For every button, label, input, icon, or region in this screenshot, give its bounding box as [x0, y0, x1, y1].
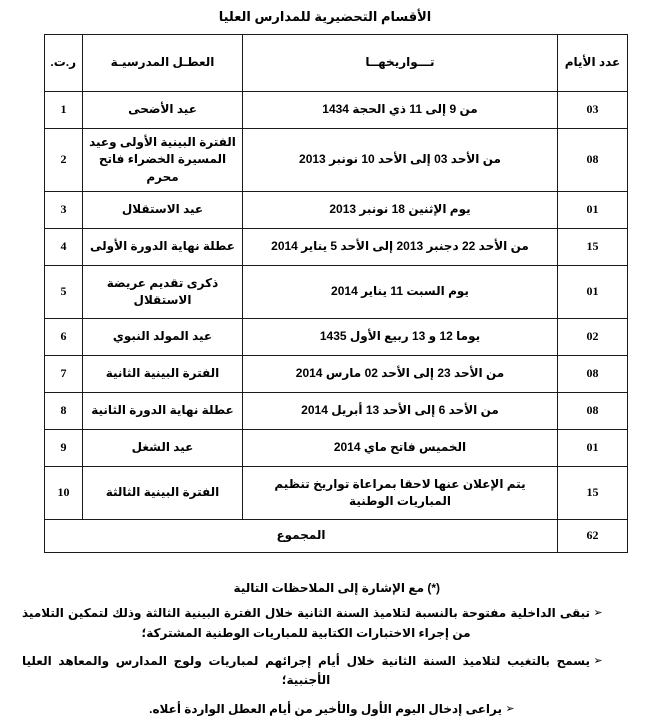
table-row	[45, 319, 628, 356]
note-text: تبقى الداخلية مفتوحة بالنسبة لتلاميذ السنة الثانية خلال الفترة البينية الثالثة وذلك لتمكين التلاميذ من إجراء الاختبارات الكتابية للمباريات الوطنية المشتركة؛	[22, 606, 590, 640]
arrow-bullet-icon: ➢	[593, 607, 603, 620]
school-holidays-table	[44, 34, 628, 553]
note-item	[14, 604, 636, 643]
cell-holiday: الفترة البينية الثالثة	[83, 467, 243, 520]
cell-order: 6	[45, 319, 83, 356]
table-row	[45, 393, 628, 430]
cell-dates: من 9 إلى 11 ذي الحجة 1434	[243, 92, 558, 129]
table-row	[45, 266, 628, 319]
notes-intro: (*) مع الإشارة إلى الملاحظات التالية	[233, 581, 440, 596]
note-text: يسمح بالتغيب لتلاميذ السنة الثانية خلال أيام إجرائهم لمباريات ولوج المدارس والمعاهد العليا الأجنبية؛	[22, 654, 590, 688]
cell-days: 08	[558, 393, 628, 430]
cell-days: 08	[558, 356, 628, 393]
arrow-bullet-icon: ➢	[505, 702, 515, 715]
table-row	[45, 430, 628, 467]
cell-days: 01	[558, 266, 628, 319]
cell-dates: من الأحد 03 إلى الأحد 10 نونبر 2013	[243, 129, 558, 192]
cell-holiday: عيد الأضحى	[83, 92, 243, 129]
cell-dates: من الأحد 22 دجنبر 2013 إلى الأحد 5 يناير 2014	[243, 229, 558, 266]
cell-holiday: عطلة نهاية الدورة الأولى	[83, 229, 243, 266]
page-title: الأقسام التحضيرية للمدارس العليا	[218, 9, 432, 24]
table-row	[45, 229, 628, 266]
table-body	[45, 92, 628, 553]
cell-order: 4	[45, 229, 83, 266]
note-item	[14, 652, 636, 691]
column-header-holiday: العطـل المدرسيـة	[83, 35, 243, 92]
table-total-row	[45, 520, 628, 553]
cell-dates: من الأحد 6 إلى الأحد 13 أبريل 2014	[243, 393, 558, 430]
column-header-order: ر.ت.	[45, 35, 83, 92]
total-label: المجموع	[45, 520, 558, 553]
table-row	[45, 467, 628, 520]
arrow-bullet-icon: ➢	[593, 655, 603, 668]
note-item	[14, 700, 636, 719]
cell-order: 2	[45, 129, 83, 192]
cell-days: 15	[558, 467, 628, 520]
note-text: يراعى إدخال اليوم الأول والأخير من أيام العطل الواردة أعلاه.	[149, 701, 502, 716]
table-header-row	[45, 35, 628, 92]
cell-days: 15	[558, 229, 628, 266]
cell-days: 01	[558, 192, 628, 229]
table-row	[45, 192, 628, 229]
cell-days: 01	[558, 430, 628, 467]
cell-order: 3	[45, 192, 83, 229]
cell-order: 5	[45, 266, 83, 319]
cell-dates: يوم السبت 11 يناير 2014	[243, 266, 558, 319]
cell-holiday: الفترة البينية الثانية	[83, 356, 243, 393]
cell-order: 10	[45, 467, 83, 520]
table-header	[45, 35, 628, 92]
table-row	[45, 356, 628, 393]
total-days-value: 62	[558, 520, 628, 553]
cell-order: 1	[45, 92, 83, 129]
cell-dates: يوما 12 و 13 ربيع الأول 1435	[243, 319, 558, 356]
cell-days: 08	[558, 129, 628, 192]
cell-days: 02	[558, 319, 628, 356]
cell-dates: الخميس فاتح ماي 2014	[243, 430, 558, 467]
cell-order: 8	[45, 393, 83, 430]
holidays-table-container	[0, 34, 650, 553]
cell-holiday: الفترة البينية الأولى وعيد المسيرة الخضراء فاتح محرم	[83, 129, 243, 192]
cell-dates: من الأحد 23 إلى الأحد 02 مارس 2014	[243, 356, 558, 393]
notes-section	[0, 581, 650, 719]
cell-order: 9	[45, 430, 83, 467]
cell-holiday: عطلة نهاية الدورة الثانية	[83, 393, 243, 430]
cell-order: 7	[45, 356, 83, 393]
cell-holiday: عيد الاستقلال	[83, 192, 243, 229]
table-row	[45, 92, 628, 129]
cell-dates: يتم الإعلان عنها لاحقا بمراعاة تواريخ تنظيم المباريات الوطنية	[243, 467, 558, 520]
cell-holiday: ذكرى تقديم عريضة الاستقلال	[83, 266, 243, 319]
column-header-days: عدد الأيام	[558, 35, 628, 92]
column-header-dates: تـــواريخهــا	[243, 35, 558, 92]
cell-holiday: عيد المولد النبوي	[83, 319, 243, 356]
table-row	[45, 129, 628, 192]
cell-holiday: عيد الشغل	[83, 430, 243, 467]
cell-dates: يوم الإثنين 18 نونبر 2013	[243, 192, 558, 229]
cell-days: 03	[558, 92, 628, 129]
